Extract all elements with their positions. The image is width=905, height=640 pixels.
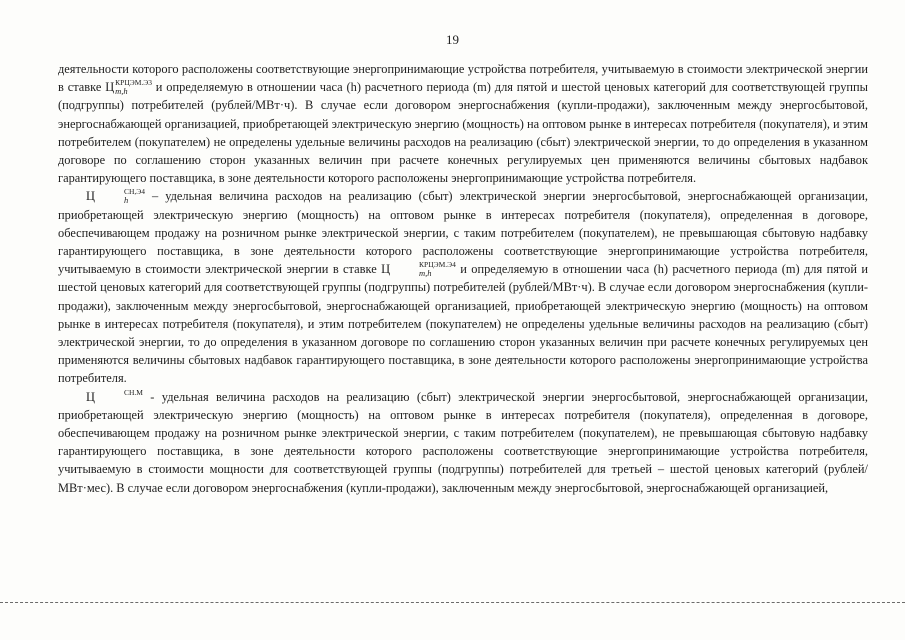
formula-base: Ц bbox=[381, 262, 391, 277]
formula-superscript: КРЦЭМ.Э3 bbox=[115, 78, 152, 88]
formula-symbol bbox=[86, 387, 143, 404]
formula-subscript bbox=[96, 397, 143, 405]
formula-symbol bbox=[381, 260, 456, 279]
document-body bbox=[58, 60, 868, 497]
paragraph-text: и определяемую в отношении часа (h) расчетного периода (m) для пятой и шестой ценовых категорий для соответствующей группы (подгруппы) потребителей (рублей/МВт·ч). В случае если договором энергоснабжения (купли-продажи), заключенным между энергосбытовой, энергоснабжающей организацией, приобретающей электрическую энергию (мощность) на оптовом рынке в интересах потребителя (покупателя), и этим потребителем (покупателем) не определены удельные величины расходов на реализацию (сбыт) электрической энергии, то до определения в указанном договоре по соглашению сторон указанных величин при расчете конечных регулируемых цен применяются величины сбытовых надбавок гарантирующего поставщика, в зоне деятельности которого расположены энергопринимающие устройства потребителя. bbox=[58, 262, 868, 386]
formula-subscript: h bbox=[123, 195, 129, 206]
paragraph-text: и определяемую в отношении часа (h) расчетного периода (m) для пятой и шестой ценовых категорий для соответствующей группы (подгруппы) потребителей (рублей/МВт·ч). В случае если договором энергоснабжения (купли-продажи), заключенным между энергосбытовой, энергоснабжающей организацией, приобретающей электрическую энергию (мощность) на оптовом рынке в интересах потребителя (покупателя), и этим потребителем (покупателем) не определены удельные величины расходов на реализацию (сбыт) электрической энергии, то до определения в указанном договоре по соглашению сторон указанных величин при расчете конечных регулируемых цен применяются величины сбытовых надбавок гарантирующего поставщика, в зоне деятельности которого расположены энергопринимающие устройства потребителя. bbox=[58, 80, 868, 186]
paragraph bbox=[58, 388, 868, 497]
formula-subscript: m,h bbox=[115, 86, 128, 97]
formula-subscript: m,h bbox=[419, 268, 432, 279]
formula-superscript: КРЦЭМ.Э4 bbox=[419, 260, 456, 270]
formula-base: Ц bbox=[86, 189, 95, 204]
page-cut-line bbox=[0, 602, 905, 603]
paragraph-text: деятельности которого расположены соответствующие энергопринимающие устройства потребителя, учитываемую в стоимости электрической энергии в ставке bbox=[58, 62, 868, 95]
page-number: 19 bbox=[446, 32, 459, 47]
paragraph bbox=[58, 187, 868, 387]
formula-base: Ц bbox=[105, 80, 115, 95]
paragraph-text: - удельная величина расходов на реализацию (сбыт) электрической энергии энергосбытовой, энергоснабжающей организации, приобретающей электрическую энергию (мощность) на оптовом рынке в интересах потребителя (покупателя), определенная в договоре, обеспечивающем продажу на розничном рынке электрической энергии, с таким потребителем (покупателем), не превышающая сбытовую надбавку гарантирующего поставщика, в зоне деятельности которого расположены соответствующие энергопринимающие устройства потребителя, учитываемую в стоимости мощности для соответствующей группы (подгруппы) потребителей для третьей – шестой ценовых категорий (рублей/МВт·мес). В случае если договором энергоснабжения (купли-продажи), заключенным между энергосбытовой, энергоснабжающей организацией, bbox=[58, 389, 868, 495]
formula-superscript: СН.М bbox=[123, 387, 143, 397]
formula-symbol bbox=[86, 187, 145, 206]
paragraph-text: – удельная величина расходов на реализацию (сбыт) электрической энергии энергосбытовой, энергоснабжающей организации, приобретающей электрическую энергию (мощность) на оптовом рынке в интересах потребителя (покупателя), определенная в договоре, обеспечивающем продажу на розничном рынке электрической энергии, с таким потребителем (покупателем), не превышающая сбытовую надбавку гарантирующего поставщика, в зоне деятельности которого расположены соответствующие энергопринимающие устройства потребителя, учитываемую в стоимости электрической энергии в ставке bbox=[58, 189, 868, 277]
formula-base: Ц bbox=[86, 389, 95, 404]
formula-symbol bbox=[105, 78, 152, 97]
paragraph bbox=[58, 60, 868, 187]
formula-superscript: СН,Э4 bbox=[123, 187, 145, 197]
